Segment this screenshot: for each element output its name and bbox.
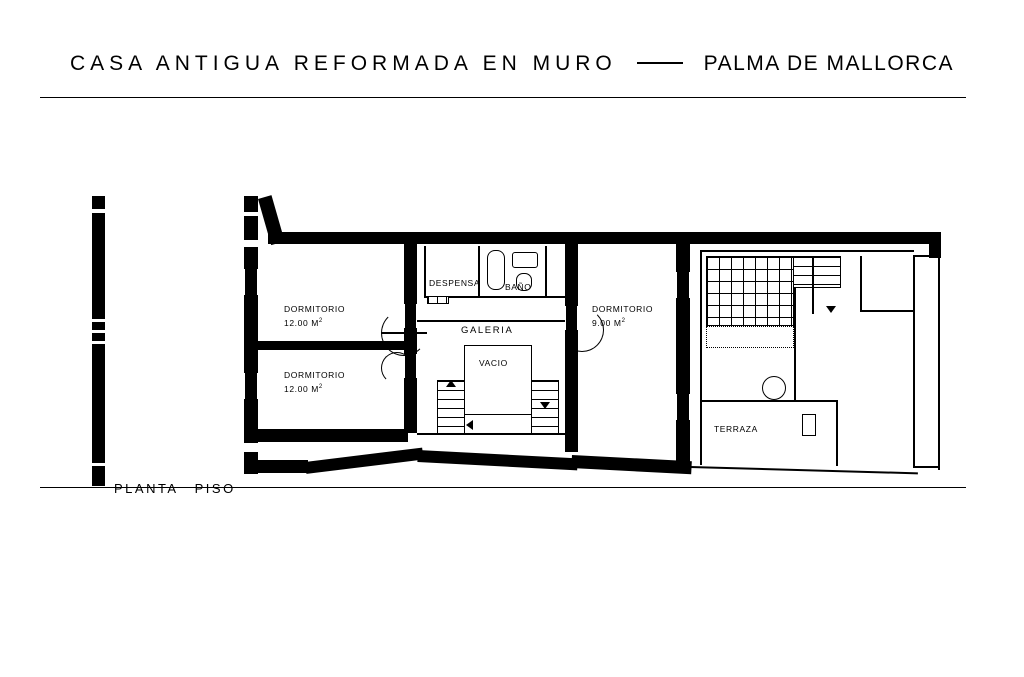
label-dormitorio-2-name: DORMITORIO bbox=[284, 370, 346, 380]
wall-top-left-stub bbox=[244, 196, 258, 212]
title-separator-dash bbox=[637, 62, 683, 64]
wall-interior-v2-a bbox=[565, 244, 578, 306]
label-dormitorio-1-area: 12.00 $M^2$ bbox=[284, 317, 323, 328]
wall-right-bottom-cap bbox=[913, 466, 940, 468]
wall-left-c bbox=[244, 399, 258, 429]
label-dormitorio-1-name: DORMITORIO bbox=[284, 304, 346, 314]
wall-interior-v1-a bbox=[404, 244, 417, 304]
galeria-top-line bbox=[417, 320, 565, 322]
wall-bottom-left-outer bbox=[258, 460, 308, 473]
wall-interior-v1-c bbox=[404, 378, 417, 433]
door-leaf-1 bbox=[381, 332, 427, 334]
label-dormitorio-2-area: 12.00 $M^2$ bbox=[284, 383, 323, 394]
wall-left-d bbox=[244, 429, 258, 443]
sink-icon bbox=[512, 252, 538, 268]
wall-interior-v3-a bbox=[676, 244, 690, 272]
wall-top-main bbox=[268, 232, 941, 244]
door-swing-dormitorio-2 bbox=[381, 352, 413, 384]
wall-bottom-slope-3 bbox=[571, 455, 692, 474]
sheet-title: CASA ANTIGUA REFORMADA EN MURO bbox=[70, 52, 617, 75]
label-dormitorio-3-area: 9.00 $M^2$ bbox=[592, 317, 626, 328]
window-right-1 bbox=[677, 272, 689, 298]
vacio-void-box bbox=[464, 345, 532, 415]
wall-right-inner-thin bbox=[913, 255, 915, 467]
wall-bottom-slope-1 bbox=[305, 448, 424, 474]
plan-caption bbox=[114, 481, 236, 496]
label-bano: BAÑO bbox=[505, 282, 532, 292]
wall-left-b bbox=[244, 295, 258, 373]
terrace-top-edge bbox=[700, 250, 914, 252]
stair-direction-left-arrow bbox=[466, 420, 473, 430]
window-left-2 bbox=[245, 373, 257, 399]
terrace-fixture bbox=[802, 414, 816, 436]
wall-right-top-cap bbox=[913, 255, 940, 257]
wall-left-e bbox=[244, 452, 258, 474]
terrace-partition-h1 bbox=[700, 400, 796, 402]
terrace-partition-v3 bbox=[860, 256, 862, 311]
terrace-stair-treads bbox=[793, 256, 841, 288]
pergola-dotted-extent bbox=[706, 326, 794, 348]
terrace-partition-h3 bbox=[860, 310, 914, 312]
label-dormitorio-3-name: DORMITORIO bbox=[592, 304, 654, 314]
wall-interior-v3-b bbox=[676, 298, 690, 394]
wall-bano-left bbox=[478, 246, 480, 298]
stair-direction-down-arrow bbox=[540, 402, 550, 409]
label-terraza: TERRAZA bbox=[714, 424, 758, 434]
label-vacio: VACIO bbox=[479, 358, 508, 368]
terrace-partition-h2 bbox=[796, 400, 838, 402]
terrace-bottom-edge bbox=[690, 466, 918, 474]
wall-left-upper bbox=[244, 216, 258, 240]
stair-direction-up-arrow bbox=[446, 380, 456, 387]
terrace-left-edge bbox=[700, 250, 702, 465]
pergola-hatch bbox=[706, 256, 794, 326]
wall-interior-v3-c bbox=[676, 420, 690, 465]
wall-bottom-slope-2 bbox=[417, 450, 577, 470]
terrace-stair-rail bbox=[812, 256, 814, 314]
label-despensa: DESPENSA bbox=[429, 278, 481, 288]
bathtub-icon bbox=[487, 250, 505, 290]
wall-right-thin bbox=[938, 255, 940, 470]
wall-despensa-left bbox=[424, 246, 426, 298]
caption-piso: PISO bbox=[194, 481, 236, 496]
caption-planta: PLANTA bbox=[114, 481, 179, 496]
terrace-partition-v2 bbox=[836, 400, 838, 466]
terrace-stair-down-arrow bbox=[826, 306, 836, 313]
window-left-1 bbox=[245, 269, 257, 295]
terrace-well-circle bbox=[762, 376, 786, 400]
wall-bano-right bbox=[545, 246, 547, 298]
sheet-title-row bbox=[0, 52, 1024, 76]
window-right-2 bbox=[677, 394, 689, 420]
title-rule bbox=[40, 97, 966, 98]
stair-treads-left bbox=[437, 380, 465, 434]
step-hatch-small bbox=[427, 296, 449, 304]
wall-left-a bbox=[244, 247, 258, 269]
wall-bottom-left bbox=[258, 429, 408, 442]
sheet-location: PALMA DE MALLORCA bbox=[703, 52, 954, 75]
label-galeria: GALERIA bbox=[461, 325, 514, 336]
